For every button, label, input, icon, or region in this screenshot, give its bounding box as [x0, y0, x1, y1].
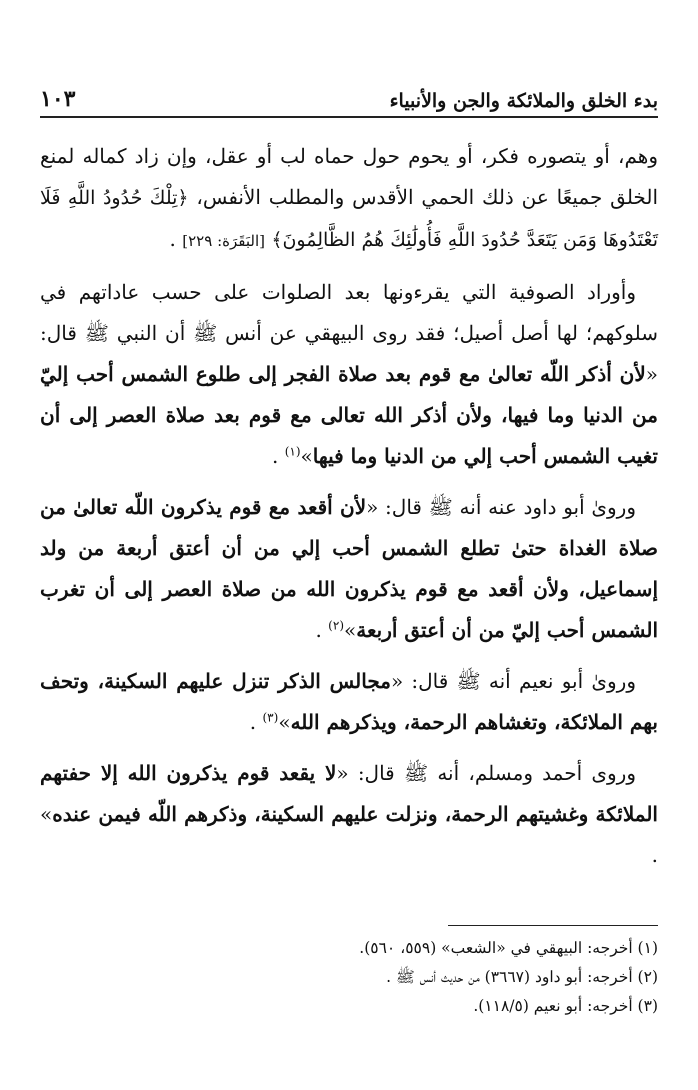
- hadith-2: لأن أقعد مع قوم يذكرون اللّه تعالىٰ من صلاة الغداة حتىٰ تطلع الشمس أحب إلي من أن أعتق أربعة من ولد إسماعيل، ولأن أقعد مع قوم يذكرون الله من صلاة العصر إلى أن تغرب الشمس أحب إليّ من أن أعتق أربعة: [40, 495, 658, 642]
- running-title: بدء الخلق والملائكة والجن والأنبياء: [389, 90, 658, 112]
- p3-end: .: [315, 618, 329, 642]
- paragraph-3: [40, 487, 658, 651]
- footnote-2: (٢) أخرجه: أبو داود (٣٦٦٧) من حديث أنس ﷺ .: [386, 968, 658, 986]
- header-rule: [40, 116, 658, 118]
- hadith-4: لا يقعد قوم يذكرون الله إلا حفتهم الملائكة وغشيتهم الرحمة، ونزلت عليهم السكينة، وذكرهم اللّه فيمن عنده: [40, 761, 658, 826]
- p5-end: .: [651, 843, 658, 867]
- hadith-3: مجالس الذكر تنزل عليهم السكينة، وتحف بهم الملائكة، وتغشاهم الرحمة، ويذكرهم الله: [40, 669, 658, 734]
- verse-reference: [البَقَرَة: ٢٢٩]: [182, 232, 265, 250]
- p5-close: »: [40, 802, 53, 826]
- footnotes: [40, 934, 658, 1021]
- footnote-rule: [448, 925, 658, 926]
- quran-verse: ﴿تِلْكَ حُدُودُ اللَّهِ فَلَا تَعْتَدُوهَا وَمَن يَتَعَدَّ حُدُودَ اللَّهِ فَأُولَٰئِكَ هُمُ الظَّالِمُونَ﴾: [40, 187, 658, 251]
- footnote-ref-2: (٢): [328, 618, 344, 633]
- paragraph-4: [40, 661, 658, 743]
- p5-intro: وروى أحمد ومسلم، أنه ﷺ قال: «: [336, 761, 636, 785]
- hadith-1: لأن أذكر اللّه تعالىٰ مع قوم بعد صلاة الفجر إلى طلوع الشمس أحب إليّ من الدنيا وما فيها، ولأن أذكر الله تعالى مع قوم بعد صلاة العصر إلى أن تغيب الشمس أحب إلي من الدنيا وما فيها: [40, 362, 658, 468]
- paragraph-5: [40, 753, 658, 876]
- p3-intro: ورویٰ أبو داود عنه أنه ﷺ قال: «: [366, 495, 636, 519]
- page-header: [40, 78, 658, 112]
- footnote-1: (١) أخرجه: البيهقي في «الشعب» (٥٥٩، ٥٦٠).: [359, 939, 658, 957]
- p4-close: »: [278, 710, 291, 734]
- footnote-ref-3: (٣): [262, 710, 279, 725]
- p1-text: وهم، أو يتصوره فكر، أو يحوم حول حماه لب أو عقل، وإن زاد كماله لمنع الخلق جميعًا عن ذلك الحمي الأقدس والمطلب الأنفس،: [40, 144, 658, 209]
- p3-close: »: [344, 618, 357, 642]
- p1-end: .: [169, 227, 183, 251]
- p2-end: .: [271, 444, 285, 468]
- p4-intro: ورویٰ أبو نعيم أنه ﷺ قال: «: [390, 669, 636, 693]
- p2-intro: وأوراد الصوفية التي يقرءونها بعد الصلوات على حسب عاداتهم في سلوكهم؛ لها أصل أصيل؛ فقد روى البيهقي عن أنس ﷺ أن النبي ﷺ قال: «: [40, 280, 658, 386]
- p4-end: .: [249, 710, 263, 734]
- paragraph-1: [40, 136, 658, 262]
- paragraph-2: [40, 272, 658, 477]
- page-number: ١٠٣: [40, 86, 76, 112]
- footnote-3: (٣) أخرجه: أبو نعيم (١١٨/٥).: [473, 997, 658, 1015]
- footnote-ref-1: (١): [284, 444, 301, 459]
- p2-close: »: [300, 444, 313, 468]
- body-text: [40, 136, 658, 886]
